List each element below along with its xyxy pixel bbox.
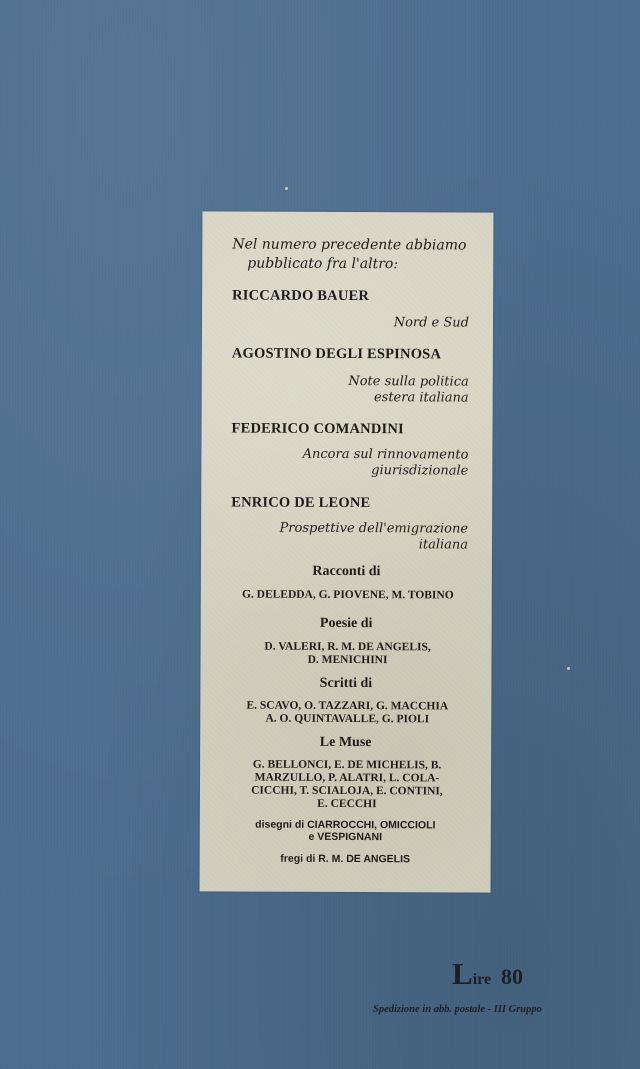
paper-speck — [567, 667, 570, 670]
article-title-line: estera italiana — [373, 390, 469, 406]
article-author: ENRICO DE LEONE — [231, 494, 371, 512]
price-amount: 80 — [501, 964, 524, 989]
article-title — [229, 373, 469, 406]
article-title — [229, 314, 469, 331]
ornaments-credit: fregi di R. M. DE ANGELIS — [280, 852, 411, 866]
section-heading: Poesie di — [319, 615, 373, 632]
drawings-credit — [215, 818, 476, 843]
section-names — [223, 588, 473, 602]
article-title-line: italiana — [418, 537, 469, 553]
article-title-line: giurisdizionale — [371, 463, 469, 479]
article-title-line: Ancora sul rinnovamento — [302, 446, 469, 463]
article-title — [228, 446, 468, 479]
section-names — [222, 758, 472, 811]
names-line: D. VALERI, R. M. DE ANGELIS, — [264, 640, 431, 654]
names-line: G. BELLONCI, E. DE MICHELIS, B. — [252, 758, 442, 772]
price — [452, 956, 523, 992]
contents-label — [200, 211, 494, 892]
article-title-line: Nord e Sud — [393, 315, 470, 331]
names-line: MARZULLO, P. ALATRI, L. COLA- — [254, 771, 440, 785]
names-line: D. MENICHINI — [307, 653, 388, 667]
article-author: AGOSTINO DEGLI ESPINOSA — [231, 345, 442, 363]
section-heading: Racconti di — [312, 563, 381, 580]
names-line: E. CECCHI — [317, 797, 377, 811]
intro-line: Nel numero precedente abbiamo — [232, 236, 467, 254]
article-author: RICCARDO BAUER — [232, 287, 370, 305]
names-line: A. O. QUINTAVALLE, G. PIOLI — [265, 712, 430, 726]
names-line: G. DELEDDA, G. PIOVENE, M. TOBINO — [241, 588, 454, 602]
price-initial: L — [452, 956, 473, 991]
shipping-note: Spedizione in abb. postale - III Gruppo — [373, 1004, 542, 1015]
article-title — [228, 520, 468, 553]
names-line: E. SCAVO, O. TAZZARI, G. MACCHIA — [246, 699, 449, 713]
section-names — [222, 699, 472, 726]
paper-speck — [285, 187, 288, 190]
article-title-line: Prospettive dell'emigrazione — [279, 520, 469, 537]
section-heading: Le Muse — [319, 734, 372, 751]
intro-text — [232, 235, 482, 274]
credit-line: disegni di CIARROCCHI, OMICCIOLI — [255, 818, 436, 832]
article-author: FEDERICO COMANDINI — [231, 420, 404, 438]
credit-line: e VESPIGNANI — [308, 830, 383, 844]
intro-line: pubblicato fra l'altro: — [247, 255, 399, 273]
section-heading: Scritti di — [319, 675, 373, 692]
section-names — [222, 640, 472, 667]
names-line: CICCHI, T. SCIALOJA, E. CONTINI, — [251, 784, 443, 798]
price-word: ire — [472, 971, 492, 988]
article-title-line: Note sulla politica — [348, 374, 469, 390]
